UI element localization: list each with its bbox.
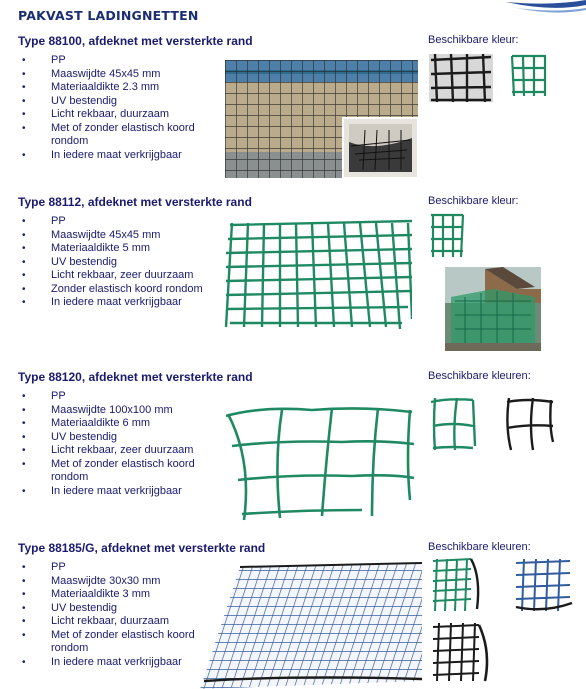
feature-item: • Materiaaldikte 3 mm bbox=[22, 588, 222, 602]
feature-item: • PP bbox=[22, 215, 222, 229]
feature-item: • Maaswijdte 100x100 mm bbox=[22, 404, 222, 418]
swatch-green-icon bbox=[429, 396, 477, 452]
feature-item: • Licht rekbaar, duurzaam bbox=[22, 108, 222, 122]
swatch-black-icon bbox=[429, 54, 493, 102]
feature-item: • PP bbox=[22, 390, 222, 404]
feature-item: • UV bestendig bbox=[22, 256, 222, 270]
feature-item: • Zonder elastisch koord rondom bbox=[22, 283, 222, 297]
swatch-blue-icon bbox=[514, 557, 574, 613]
feature-item: • In iedere maat verkrijgbaar bbox=[22, 296, 222, 310]
feature-item: • Maaswijdte 45x45 mm bbox=[22, 229, 222, 243]
feature-item: • Materiaaldikte 2.3 mm bbox=[22, 81, 222, 95]
colors-label: Beschikbare kleur: bbox=[428, 34, 519, 46]
feature-item: • Licht rekbaar, zeer duurzaam bbox=[22, 269, 222, 283]
feature-list bbox=[22, 54, 222, 162]
product-88185g bbox=[0, 541, 586, 689]
feature-item: • Met of zonder elastisch koord rondom bbox=[22, 629, 222, 656]
brand-swoosh-icon bbox=[496, 0, 586, 24]
product-photo-large-mesh-net bbox=[222, 400, 414, 522]
feature-item: • Maaswijdte 30x30 mm bbox=[22, 575, 222, 589]
feature-item: • Licht rekbaar, zeer duurzaam bbox=[22, 444, 222, 458]
feature-item: • Materiaaldikte 6 mm bbox=[22, 417, 222, 431]
colors-label: Beschikbare kleuren: bbox=[428, 541, 531, 553]
product-title: Type 88185/G, afdeknet met versterkte rand bbox=[18, 541, 266, 555]
product-88112 bbox=[0, 195, 586, 355]
feature-item: • PP bbox=[22, 561, 222, 575]
swatch-green-icon bbox=[431, 557, 487, 613]
product-title: Type 88112, afdeknet met versterkte rand bbox=[18, 195, 252, 209]
feature-item: • UV bestendig bbox=[22, 602, 222, 616]
product-88100 bbox=[0, 34, 586, 184]
feature-item: • UV bestendig bbox=[22, 431, 222, 445]
feature-item: • In iedere maat verkrijgbaar bbox=[22, 656, 222, 670]
colors-label: Beschikbare kleuren: bbox=[428, 370, 531, 382]
feature-item: • Met of zonder elastisch koord rondom bbox=[22, 458, 222, 485]
feature-item: • Met of zonder elastisch koord rondom bbox=[22, 122, 222, 149]
product-photo-blue-net bbox=[200, 561, 422, 689]
feature-item: • In iedere maat verkrijgbaar bbox=[22, 149, 222, 163]
swatch-green-icon bbox=[508, 54, 548, 98]
feature-list bbox=[22, 215, 222, 310]
product-88120 bbox=[0, 370, 586, 520]
feature-item: • Maaswijdte 45x45 mm bbox=[22, 68, 222, 82]
feature-item: • Licht rekbaar, duurzaam bbox=[22, 615, 222, 629]
product-title: Type 88120, afdeknet met versterkte rand bbox=[18, 370, 253, 384]
swatch-black-icon bbox=[431, 621, 495, 683]
product-photo-truck bbox=[225, 60, 418, 178]
feature-item: • In iedere maat verkrijgbaar bbox=[22, 485, 222, 499]
feature-list bbox=[22, 561, 222, 669]
product-title: Type 88100, afdeknet met versterkte rand bbox=[18, 34, 253, 48]
colors-label: Beschikbare kleur: bbox=[428, 195, 519, 207]
feature-item: • PP bbox=[22, 54, 222, 68]
photo-greenhouse bbox=[445, 267, 541, 351]
feature-list bbox=[22, 390, 222, 498]
swatch-black-icon bbox=[503, 396, 557, 452]
feature-item: • UV bestendig bbox=[22, 95, 222, 109]
product-photo-green-net bbox=[222, 219, 412, 334]
feature-item: • Materiaaldikte 5 mm bbox=[22, 242, 222, 256]
swatch-green-icon bbox=[429, 213, 465, 259]
page-title: PAKVAST LADINGNETTEN bbox=[18, 8, 199, 23]
